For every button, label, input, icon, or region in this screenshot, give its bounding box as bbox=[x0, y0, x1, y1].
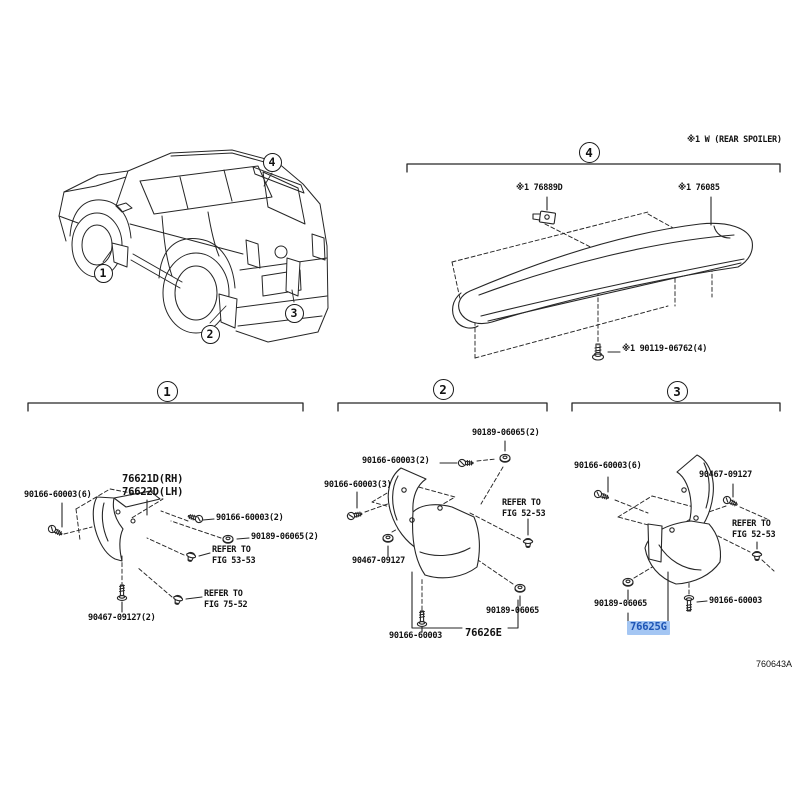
nut-icon bbox=[500, 454, 510, 462]
screw-icon bbox=[593, 489, 609, 501]
screw-icon bbox=[347, 510, 363, 520]
nut-icon bbox=[223, 535, 233, 543]
screw-icon bbox=[47, 524, 63, 537]
screw-icon bbox=[187, 513, 203, 524]
section-callout-3: 3 bbox=[667, 381, 688, 402]
part-number-76621D-rh: 76621D(RH) bbox=[122, 473, 184, 485]
figure-code: 760643A bbox=[756, 659, 793, 669]
section-bracket-3 bbox=[572, 403, 780, 411]
screw-icon bbox=[417, 611, 426, 626]
part-number-90166-60003-6: 90166-60003(6) bbox=[574, 461, 642, 471]
clip-icon bbox=[185, 551, 196, 562]
nut-icon bbox=[383, 534, 393, 542]
part-number-90166-60003-2: 90166-60003(2) bbox=[362, 456, 430, 466]
part-number-90467-09127: 90467-09127 bbox=[352, 556, 405, 566]
part-number-76085: ※1 76085 bbox=[678, 183, 720, 193]
screw-icon bbox=[684, 596, 693, 611]
refer-note-line1: REFER TO bbox=[212, 545, 251, 555]
nut-icon bbox=[623, 578, 633, 586]
part-number-90166-60003-2: 90166-60003(2) bbox=[216, 513, 284, 523]
refer-note-line2: FIG 52-53 bbox=[502, 509, 546, 519]
part-number-90467-09127-2: 90467-09127(2) bbox=[88, 613, 156, 623]
part-number-90189-06065-2: 90189-06065(2) bbox=[472, 428, 540, 438]
part-number-90189-06065: 90189-06065 bbox=[594, 599, 647, 609]
refer-note-line2: FIG 75-52 bbox=[204, 600, 248, 610]
part-number-90189-06065-2: 90189-06065(2) bbox=[251, 532, 319, 542]
section-callout-4: 4 bbox=[579, 142, 600, 163]
part-number-90166-60003: 90166-60003 bbox=[709, 596, 762, 606]
part-number-90467-09127: 90467-09127 bbox=[699, 470, 752, 480]
bolt-icon bbox=[593, 344, 604, 360]
part-number-76626E: 76626E bbox=[465, 627, 502, 639]
part-number-90189-06065: 90189-06065 bbox=[486, 606, 539, 616]
part-number-90166-60003-6: 90166-60003(6) bbox=[24, 490, 92, 500]
clip-icon bbox=[533, 211, 556, 224]
mudguard-section-2-drawing bbox=[347, 441, 533, 632]
refer-note-line1: REFER TO bbox=[732, 519, 771, 529]
refer-note-line2: FIG 53-53 bbox=[212, 556, 256, 566]
clip-icon bbox=[752, 552, 761, 561]
part-number-90166-60003-3: 90166-60003(3) bbox=[324, 480, 392, 490]
section-bracket-1 bbox=[28, 403, 303, 411]
refer-note-line1: REFER TO bbox=[502, 498, 541, 508]
vehicle-callout-4: 4 bbox=[263, 153, 282, 172]
vehicle-callout-3: 3 bbox=[285, 304, 304, 323]
clip-icon bbox=[172, 594, 183, 605]
bolt-icon bbox=[117, 585, 126, 600]
screw-icon bbox=[458, 459, 473, 466]
section-bracket-4 bbox=[407, 164, 780, 172]
part-number-90119-06762: ※1 90119-06762(4) bbox=[622, 344, 708, 354]
rear-spoiler-drawing bbox=[452, 197, 752, 360]
section-bracket-2 bbox=[338, 403, 547, 411]
section-callout-1: 1 bbox=[157, 381, 178, 402]
nut-icon bbox=[515, 584, 525, 592]
clip-icon bbox=[523, 539, 532, 548]
refer-note-line1: REFER TO bbox=[204, 589, 243, 599]
refer-note-line2: FIG 52-53 bbox=[732, 530, 776, 540]
section-callout-2: 2 bbox=[433, 379, 454, 400]
part-number-76889D: ※1 76889D bbox=[516, 183, 563, 193]
part-number-highlighted[interactable]: 76625G bbox=[627, 621, 670, 635]
vehicle-callout-1: 1 bbox=[94, 264, 113, 283]
vehicle-callout-2: 2 bbox=[201, 325, 220, 344]
part-number-90166-60003: 90166-60003 bbox=[389, 631, 442, 641]
variant-note: ※1 W (REAR SPOILER) bbox=[687, 135, 782, 145]
part-number-76622D-lh: 76622D(LH) bbox=[122, 485, 184, 498]
